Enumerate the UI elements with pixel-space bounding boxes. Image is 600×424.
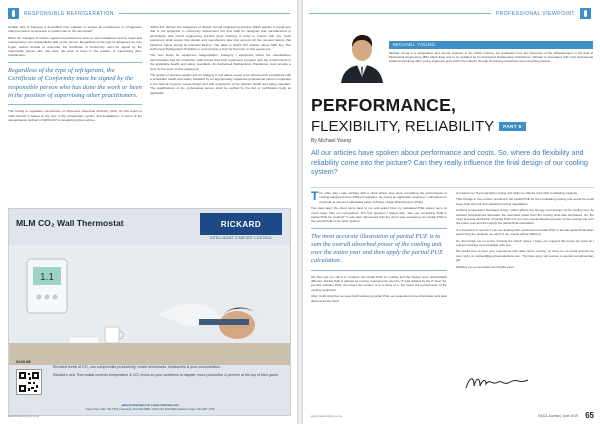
section-label: PROFESSIONAL VIEWPOINT [495,10,575,17]
header-rule [119,13,290,14]
right-page-header [309,8,591,19]
article-subtitle [311,118,526,135]
footer-issue: RACA Journal | June 2019 [538,414,578,418]
page-number: 65 [585,411,594,420]
paragraph: Ambient temperature fluctuates hourly, which affects the energy consumption of the cooling unit. As ambient temperatures decrease, the absorbed power from the cooling units also decreases. So, the most accurate illustration of partial PUE is to sum the overall absorbed power of the cooling unit over the entire year and then apply the partial PUE calculation. [456,208,594,226]
article-column-2 [150,25,291,97]
author-name: MICHAEL YOUNG [389,41,593,49]
footer-url[interactable]: www.hvacronline.co.za [311,414,342,418]
byline: By Michael Young [311,138,351,144]
advert-title: MLM CO₂ Wall Thermostat [16,218,124,228]
section-label: RESPONSIBLE REFRIGERATION [24,10,114,17]
thermometer-icon [8,8,19,19]
paragraph: The design of pressure equipment for category II and above needs to be approved for compliance with a scheduled health and safety standard by an appropriately registered professional person competent in the field of pressure vessel design and with experience of the relevant health and safety standard. The qualifications of the professional person shall be verified by the AIA or certification body as applicable. [150,73,291,95]
advert-copy [53,365,281,381]
author-photo [337,27,387,83]
article-column-2 [456,191,594,271]
thermostat-advert[interactable] [8,208,291,416]
footer-url[interactable]: www.hvacronline.co.za [8,414,39,418]
pull-quote: Regardless of the type of refrigerant, the Certificate of Conformity must be signed by the responsible person who has done the work or been in the position of supervising other practitioners. [8,62,142,106]
paragraph: Two days later, the client came back to me and asked how my calculated PUE values were so much lower than our competitors. The first question I asked was, “Are you comparing PUE to partial PUE for cooling?” It was later discovered that the client was comparing our partial PUE to the overall PUE of his other options. [311,206,447,224]
qr-code-icon [18,371,40,393]
thermostat-reading: 1.1 [40,272,54,283]
paragraph: When the Category IV (where registered practitioners work on new installations and do repair and maintenance), the responsibility falls on the person. Regardless of the type of refrigerant, be it an F-gas, carbon dioxide or ammonia, the Certificate of Conformity must be signed by the responsible person who has done the work or been in the position of supervising other practitioners. [8,35,142,58]
paragraph: After confirming that we were both looking at partial PUE, we requested more information and later discovered the client [311,294,447,303]
brand-tagline: INTELLIGENT COMFORT CONTROL [210,236,272,240]
paragraph: compared our fixed standard cooling unit while we offered units with modulating capacity. [456,191,578,195]
article-column-1 [8,25,142,125]
advert-contact [16,403,284,411]
subtitle-text: FLEXIBILITY, RELIABILITY [311,118,495,135]
paragraph: The closing in regulation conventions on Approved Inspection Authority (AIA). An AIA report to mark flourish is based on the size of the refrigeration system and installations, in terms of the categorisation defined in SANS 347 in categorising them above. [8,109,142,123]
advert-offices: Cape Town: 021 794 7533 | Gauteng: 012 004 0886 | KZN: 031 569 6180 | Eastern Cape: 041 487 1760 [85,407,215,411]
paragraph: So, this brings me on to the “Cooling the cloud” series. I hope you enjoyed this series as much as I enjoyed sharing my knowledge with you. [456,238,594,248]
paragraph: installer who is Category A accredited may maintain or service air conditioners or refrigeration units but cannot commission or install units on his own behalf. [8,25,142,34]
author-bio: Michael Young is a refrigeration and control engineer in the HVAC industry. He graduated from the University of the Witwatersrand in the field of Mechanical Engineering (BSc Mech Eng) and is an qualified as an Authorised Refrigeration Practitioner. Michael is associated with local professional bodies and helping other young engineers grow within the industry through his training workshops and consulting practice. [389,51,593,64]
scan-me-label: SCAN ME [16,360,31,364]
advert-copy-1: Elevated levels of CO₂ can compromise productivity, create drowsiness, headaches & poor concentration. [53,365,221,369]
part-badge: PART 6 [499,122,525,131]
pull-quote: The most accurate illustration of partial PUE is to sum the overall absorbed power of the cooling unit over the entire year and then apply the partial PUE calculation. [311,228,447,271]
sleeping-worker-illustration [9,245,291,365]
paragraph: The next levels for equipment categorisation: Category I equipment where the manufacturer demonstrates that the contractor shall ensure that such equipment complies with the requirements of the applicable health and safety standards. An Authorised Refrigeration Practitioner must provide a CoC for the work on this equipment. [150,53,291,71]
standfirst: All our articles have spoken about performance and costs. So, where do flexibility and reliability come into the picture? Can they really influence the final design of our cooling system? [311,148,588,177]
left-page [0,0,297,424]
paragraph: SANS 347 defines five categories of hazard. Sound engineering practice (SEP) applies to equipment that is not subjected to conformity assessment but that shall be designed and manufactured in accordance with sound engineering practice (best practice) in order to ensure safe use. Such equipment shall ensure that design and manufacture take into account all the relevant factors that influence safety during its intended lifetime. The table in SANS 347 defines where SEP lies. The Authorised Refrigeration Practitioner must provide a CoC for the work on this equipment. [150,25,291,52]
paragraph: This change in the number resulted in the partial PUE for the modulating cooling unit would be much lower than the unit with standard cooling capabilities. [456,197,594,206]
left-page-header [8,8,290,19]
divider [311,187,594,188]
author-signature [462,372,532,394]
header-rule [309,13,491,14]
paragraph [311,191,447,204]
paragraph: Wishing you a successful and fruitful year! [456,264,514,269]
rickard-logo: RICKARD [200,213,282,235]
paragraph-text: he other day I was working with a client where they were comparing the performance of cooling equipment from different suppliers. So, being an application engineer, I submitted our proposal as well as a calculated value of Power Usage Effectiveness (PUE). [319,191,447,204]
paragraph: It is important to specify if you are dealing with maximum/no partial PUE or annual partial PUE when performing the analysis, as each of the results will be different. [456,227,594,237]
article-title: PERFORMANCE, [311,95,457,115]
qr-code[interactable] [16,369,42,395]
advert-contacts[interactable]: sales@rickardair.com | www.rickardair.com [121,403,179,407]
paragraph: We would love to hear your experience with data centre cooling, so drop me an email and tell me your story at michael@greyhvacsolutions.com. The best story will receive a special complimentary gift. [456,249,594,263]
article-column-1 [311,191,447,305]
drop-cap: T [311,189,319,203]
right-page [303,0,600,424]
paragraph: We then got our client to compare the partial PUE for cooling and the figures were substantially different. Partial PUE is defined as cooling requirements plus the IT load divided by the IT load. So, just like ordinary PUE, the closer the number is to a value of 1, the better the performance of the cooling equipment. [311,274,447,292]
thermometer-icon [580,8,591,19]
advert-copy-2: Rickard's new Thermostat controls temperature & CO₂ levels so your workforce is happier, more productive & perform at the top of their game. [53,373,279,377]
